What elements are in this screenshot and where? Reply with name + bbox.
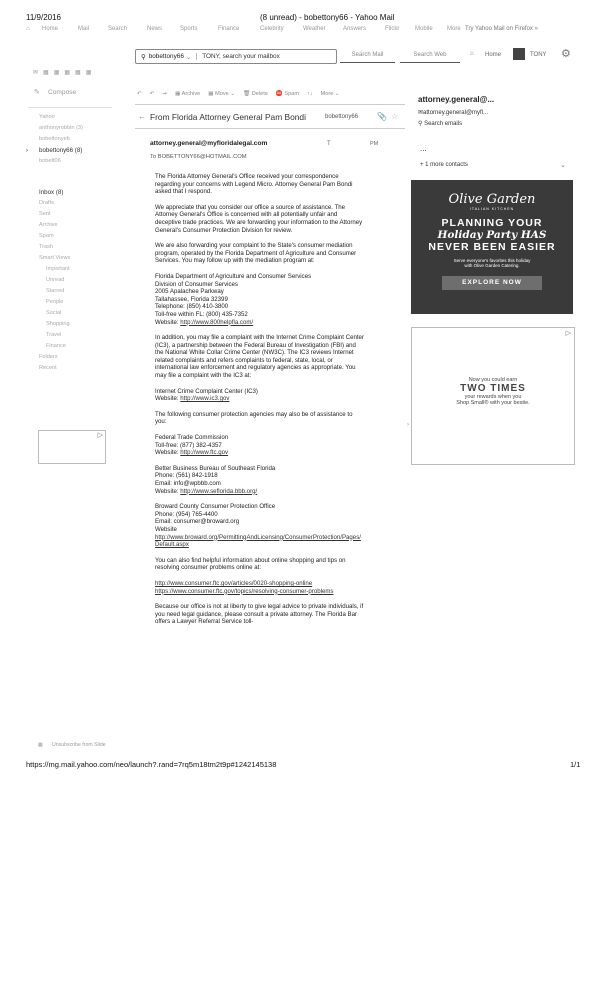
paragraph: We appreciate that you consider our office a source of assistance. The Attorney General's Office is concerned with all potentially unfair and deceptive trade practices. We are forwarding your information to the Attorney General's Consumer Protection Division for review. <box>155 203 363 234</box>
ad2-line-2: TWO TIMES <box>460 383 526 394</box>
reply-all-icon[interactable]: ↶ <box>149 91 155 97</box>
search-box[interactable] <box>135 49 337 64</box>
print-page-number: 1/1 <box>570 760 581 769</box>
search-mail-button[interactable]: Search Mail <box>340 49 395 63</box>
nav-more[interactable]: More <box>447 26 461 32</box>
sidebar-spacer <box>26 167 116 187</box>
sidebar-item-folders[interactable]: Folders <box>39 354 58 360</box>
attachment-icon[interactable]: 📎 <box>377 112 387 121</box>
sidebar-item-people[interactable]: People <box>46 299 64 305</box>
sidebar-item-sent[interactable]: Sent <box>39 211 51 217</box>
more-button[interactable]: More ⌄ <box>320 91 340 97</box>
search-input[interactable]: TONY, search your mailbox <box>196 53 280 60</box>
sidebar-item-archive[interactable]: Archive <box>39 222 58 228</box>
fdacs-website-link[interactable]: http://www.800helpfla.com/ <box>180 318 254 326</box>
nav-finance[interactable]: Finance <box>218 26 240 32</box>
toolbar-divider <box>135 104 405 105</box>
recipient-line: To BOBETTONY66@HOTMAIL.COM <box>150 154 247 160</box>
ad2-line-3: your rewards when you <box>464 394 522 400</box>
nav-news[interactable]: News <box>147 26 163 32</box>
sidebar-item-social[interactable]: Social <box>46 310 62 316</box>
ad-headline-2: Holiday Party HAS <box>437 229 547 241</box>
back-arrow-icon[interactable]: ← <box>138 112 146 121</box>
ftc-links <box>155 580 365 595</box>
delete-button[interactable]: 🗑 Delete <box>243 91 268 97</box>
app-icons-row[interactable]: ✉▦▦▦▦▦ <box>33 70 97 76</box>
sidebar-account[interactable]: bobett06 <box>39 158 61 164</box>
ad-brand-sub: ITALIAN KITCHEN <box>469 207 515 211</box>
contact-more-dots[interactable]: ... <box>420 144 427 153</box>
home-icon[interactable]: ⌂ <box>26 26 30 32</box>
paragraph: In addition, you may file a complaint with the Internet Crime Complaint Center (IC3), a partnership between the Federal Bureau of Investigation (FBI) and the National White Collar Crime Center (NW3C). The IC3 reviews Internet related complaints and refers complaints to federal, state, local, or international law enforcement and regulatory agencies as appropriate. You may file a complaint with the IC3 at: <box>155 334 364 380</box>
header-user-name[interactable]: TONY <box>530 52 547 58</box>
ad-explore-button[interactable]: EXPLORE NOW <box>442 276 542 290</box>
bbb-website-link[interactable]: http://www.seflorida.bbb.org/ <box>180 487 258 495</box>
sidebar-item-drafts[interactable]: Drafts <box>39 200 54 206</box>
nav-weather[interactable]: Weather <box>303 26 326 32</box>
sidebar-item-spam[interactable]: Spam <box>39 233 54 239</box>
ftc-website-link[interactable]: http://www.ftc.gov <box>180 449 229 457</box>
sidebar-item-unread[interactable]: Unread <box>46 277 65 283</box>
ad-headline-1: PLANNING YOUR <box>441 217 543 229</box>
ad2-line-4: Shop Small® with your bestie. <box>456 400 530 406</box>
ad-line-5: with Olive Garden Catering. <box>464 263 520 268</box>
nav-sports[interactable]: Sports <box>180 26 198 32</box>
bbb-block: Better Business Bureau of Southeast Florida Phone: (561) 842-1918 Email: info@wpbbb.com Website: http://www.seflorida.bbb.org/ <box>155 464 276 495</box>
sidebar-item-shopping[interactable]: Shopping <box>46 321 70 327</box>
fdacs-address: Florida Department of Agriculture and Consumer Services Division of Consumer Services 2005 Apalachee Parkway Tallahassee, Florida 32399 Telephone: (850) 410-3800 Toll-free within FL: (800) 435-7352 Website: http://www.800helpfla.com/ <box>155 272 312 326</box>
chevron-right-icon: › <box>26 147 29 154</box>
sidebar-account[interactable]: bobettonyeb <box>39 136 70 142</box>
archive-button[interactable]: ▦ Archive <box>175 91 201 97</box>
email-folder-label: bobettony66 <box>325 114 359 120</box>
compose-icon[interactable]: ✎ <box>34 89 40 96</box>
nav-answers[interactable]: Answers <box>343 26 367 32</box>
star-icon[interactable]: ☆ <box>391 112 399 121</box>
up-down-icons[interactable]: ↑↓ <box>307 91 313 97</box>
search-account[interactable]: bobettony66 <box>148 53 184 60</box>
paragraph: The following consumer protection agencies may also be of assistance to you: <box>155 410 353 426</box>
nav-mail[interactable]: Mail <box>78 26 90 32</box>
mail-icon: ✉ <box>418 110 424 116</box>
chevron-down-icon[interactable]: ⌄ <box>560 162 566 169</box>
print-url: https://mg.mail.yahoo.com/neo/launch?.rand=7rq5m18tm2t9p#1242145138 <box>26 760 277 769</box>
sender-time: T <box>327 141 331 147</box>
nav-search[interactable]: Search <box>108 26 128 32</box>
resolving-problems-link[interactable]: https://www.consumer.ftc.gov/topics/resolving-consumer-problems <box>155 587 334 595</box>
sidebar-item-travel[interactable]: Travel <box>46 332 62 338</box>
reply-icon[interactable]: ↶ <box>137 91 142 97</box>
slide-icon: ▦ <box>38 742 43 748</box>
chevron-down-icon[interactable]: ⌄ <box>185 53 192 61</box>
ad-choices-icon[interactable]: ▷ <box>565 330 571 337</box>
nav-home[interactable]: Home <box>42 26 59 32</box>
shopping-online-link[interactable]: http://www.consumer.ftc.gov/articles/0020-shopping-online <box>155 579 313 587</box>
sidebar-item-trash[interactable]: Trash <box>39 244 54 250</box>
broward-website-link[interactable]: http://www.broward.org/PermittingAndLicensing/ConsumerProtection/Pages/Default.aspx <box>155 533 361 549</box>
message-toolbar <box>137 88 402 100</box>
gear-icon[interactable]: ⚙ <box>561 48 571 60</box>
more-contacts[interactable]: + 1 more contacts <box>420 162 468 168</box>
sidebar-item-starred[interactable]: Starred <box>46 288 65 294</box>
sidebar-item-important[interactable]: Important <box>46 266 70 272</box>
top-nav <box>26 26 586 40</box>
sidebar-footer[interactable]: Unsubscribe from Slide <box>52 742 106 748</box>
print-title: (8 unread) - bobettony66 - Yahoo Mail <box>260 13 395 22</box>
sidebar-account-active[interactable]: › bobettony66 (8) <box>26 147 83 154</box>
firefox-promo[interactable]: Try Yahoo Mail on Firefox » <box>465 26 538 32</box>
sender-pm: PM <box>370 141 379 147</box>
print-date: 11/9/2016 <box>26 13 61 22</box>
ad-brand: Olive Garden <box>448 192 536 207</box>
contact-email[interactable]: ✉attorney.general@myfl... <box>418 110 489 116</box>
sidebar-item-smart-views[interactable]: Smart Views <box>39 255 71 261</box>
paragraph: Because our office is not at liberty to give legal advice to private individuals, if you need legal guidance, please consult a private attorney. The Florida Bar offers a Lawyer Referral Service toll- <box>155 603 364 626</box>
nav-flickr[interactable]: Flickr <box>385 26 400 32</box>
contact-search-emails[interactable]: ⚲ Search emails <box>418 121 463 127</box>
broward-block: Broward County Consumer Protection Office Phone: (954) 765-4400 Email: consumer@broward.org Website http://www.broward.org/PermittingAndLicensing/ConsumerProtection/Pages/Default.aspx <box>155 503 361 549</box>
ic3-block: Internet Crime Complaint Center (IC3) Website: http://www.ic3.gov <box>155 387 258 403</box>
avatar[interactable] <box>513 48 525 60</box>
paragraph: We are also forwarding your complaint to the State's consumer mediation program, operated by the Florida Department of Agriculture and Consumer Services. You may follow up with the mediation program at: <box>155 242 357 265</box>
ftc-block: Federal Trade Commission Toll-free: (877) 382-4357 Website: http://www.ftc.gov <box>155 434 229 457</box>
sidebar-item-inbox[interactable]: Inbox (8) <box>39 189 64 196</box>
contact-name[interactable]: attorney.general@... <box>418 95 495 104</box>
paragraph: The Florida Attorney General's Office received your correspondence regarding your concerns with Legend Micro. Attorney General Pam Bondi asked that I respond. <box>155 173 353 196</box>
sidebar <box>26 112 116 374</box>
ad-choices-icon[interactable]: ▷ <box>97 432 103 439</box>
compose-button[interactable]: Compose <box>48 89 77 96</box>
sidebar-ad[interactable] <box>38 430 106 464</box>
forward-icon[interactable]: ➞ <box>162 91 168 97</box>
spam-button[interactable]: ⛔ Spam <box>275 91 300 97</box>
paragraph: You can also find helpful information about online shopping and tips on resolving consumer problems online at: <box>155 556 346 572</box>
sender-email[interactable]: attorney.general@myfloridalegal.com <box>150 140 268 147</box>
header-home-icon[interactable]: ⌂ <box>470 51 474 57</box>
sidebar-account[interactable]: anthonyrobbin (3) <box>39 125 83 131</box>
sidebar-account[interactable]: Yahoo <box>39 114 55 120</box>
ic3-website-link[interactable]: http://www.ic3.gov <box>180 395 230 403</box>
search-icon: ⚲ <box>141 53 146 61</box>
sidebar-item-recent[interactable]: Recent <box>39 365 57 371</box>
olive-garden-ad[interactable] <box>411 180 573 314</box>
search-icon: ⚲ <box>418 121 423 127</box>
move-button[interactable]: ▦ Move ⌄ <box>208 91 236 97</box>
search-web-button[interactable]: Search Web <box>400 49 460 63</box>
shop-small-ad[interactable] <box>411 327 575 465</box>
ad-headline-3: NEVER BEEN EASIER <box>428 241 556 253</box>
email-body <box>155 173 365 634</box>
subject-divider <box>135 128 405 129</box>
sidebar-item-finance[interactable]: Finance <box>46 343 66 349</box>
ad-line-4: Serve everyone's favorites this holiday <box>453 258 531 263</box>
nav-celebrity[interactable]: Celebrity <box>260 26 284 32</box>
header-home-link[interactable]: Home <box>485 52 502 58</box>
scroll-arrow-icon[interactable]: › <box>407 422 409 428</box>
email-subject: From Florida Attorney General Pam Bondi <box>150 112 306 122</box>
ad2-line-1: Now you could earn <box>468 377 518 383</box>
nav-mobile[interactable]: Mobile <box>415 26 433 32</box>
sidebar-divider <box>28 107 112 108</box>
